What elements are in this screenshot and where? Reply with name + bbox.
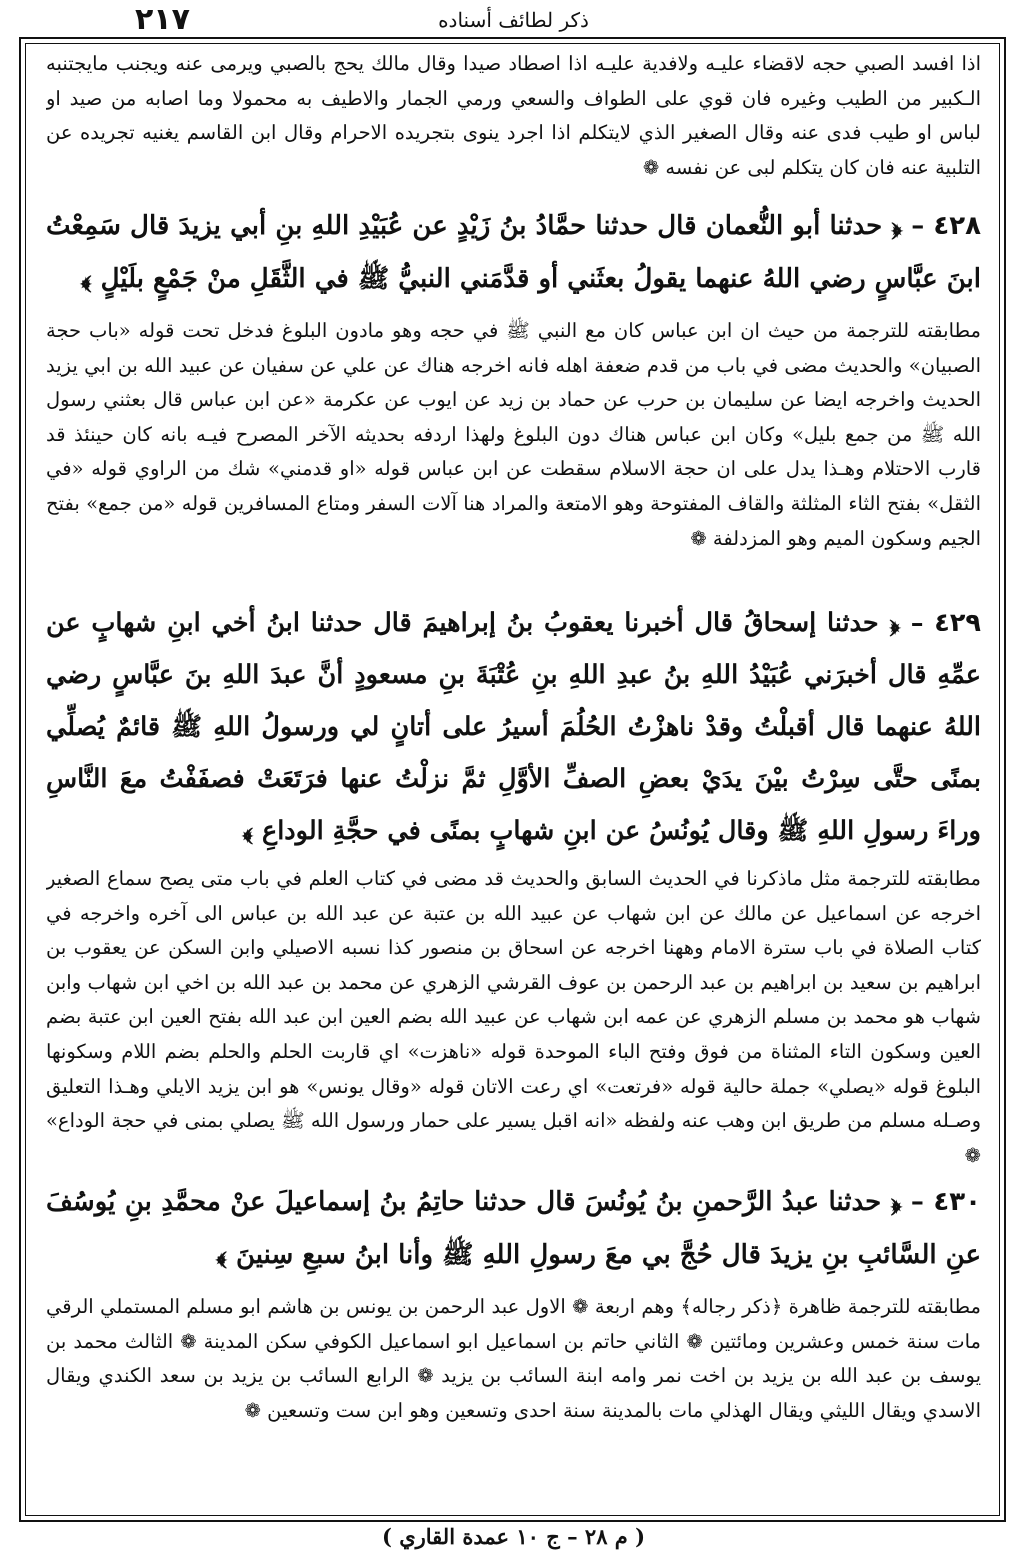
hadith-number: ٤٢٩ [934,608,981,638]
page-footer: ( م ٢٨ – ج ١٠ عمدة القاري ) [381,1524,646,1549]
hadith-text: ﴿ حدثنا أبو النُّعمان قال حدثنا حمَّادُ بنُ زَيْدٍ عن عُبَيْدِ اللهِ بنِ أبي يزيدَ قال سَمِعْتُ ابنَ عبَّاسٍ رضي اللهُ عنهما يقولُ بعثَني أو قدَّمَني النبيُّ ﷺ في الثَّقَلِ منْ جَمْعٍ بلَيْلٍ ﴾ [46,211,981,294]
hadith-number: ٤٣٠ [933,1187,981,1217]
hadith-428 [46,200,981,306]
hadith-dash: – [899,608,924,638]
hadith-dash: – [902,211,925,241]
commentary-block-2: مطابقته للترجمة من حيث ان ابن عباس كان مع النبي ﷺ في حجه وهو مادون البلوغ فدخل تحت قوله «باب حجة الصبيان» والحديث مضى في باب من قدم ضعفة اهله فانه اخرجه هناك عن علي عن سفيان عن عبيد الله بن ابي يزيد الحديث واخرجه ايضا عن سليمان بن حرب عن حماد بن زيد عن ايوب عن عكرمة «عن ابن عباس قال بعثني رسول الله ﷺ من جمع بليل» وكان ابن عباس هناك دون البلوغ ولهذا اردفه بحديثه الآخر المصرح فيـه بانه كان حينئذ قد قارب الاحتلام وهـذا يدل على ان حجة الاسلام سقطت عن ابن عباس قوله «او قدمني» شك من الراوي قوله «في الثقل» بفتح الثاء المثلثة والقاف المفتوحة وهو الامتعة والمراد هنا آلات السفر ومتاع المسافرين قوله «من جمع» بفتح الجيم وسكون الميم وهو المزدلفة ❁ [46,319,981,550]
hadith-text: ﴿ حدثنا عبدُ الرَّحمنِ بنُ يُونُسَ قال حدثنا حاتِمُ بنُ إسماعيلَ عنْ محمَّدِ بنِ يُوسُفَ عنِ السَّائبِ بنِ يزيدَ قال حُجَّ بي معَ رسولِ اللهِ ﷺ وأنا ابنُ سبعِ سِنينَ ﴾ [46,1187,981,1270]
hadith-429 [46,598,981,860]
hadith-dash: – [901,1187,924,1217]
hadith-430 [46,1176,981,1284]
hadith-number: ٤٢٨ [933,211,981,241]
hadith-text: ﴿ حدثنا إسحاقُ قال أخبرنا يعقوبُ بنُ إبراهيمَ قال حدثنا ابنُ أخي ابنِ شهابٍ عن عمِّهِ قال أخبرَني عُبَيْدُ اللهِ بنُ عبدِ اللهِ بنِ عُتْبَةَ بنِ مسعودٍ أنَّ عبدَ اللهِ بنَ عبَّاسٍ رضي اللهُ عنهما قال أقبلْتُ وقدْ ناهزْتُ الحُلُمَ أسيرُ على أتانٍ لي ورسولُ اللهِ ﷺ قائمٌ يُصلِّي بمنًى حتَّى سِرْتُ بيْنَ يدَيْ بعضِ الصفِّ الأوَّلِ ثمَّ نزلْتُ عنها فرَتَعَتْ فصفَفْتُ معَ النَّاسِ وراءَ رسولِ اللهِ ﷺ وقال يُونُسُ عن ابنِ شهابٍ بمنًى في حجَّةِ الوداعِ ﴾ [46,608,981,846]
running-title: ذكر لطائف أسناده [438,8,589,32]
page-number: ٢١٧ [135,2,190,37]
commentary-block-1: اذا افسد الصبي حجه لاقضاء عليـه ولافدية عليـه اذا اصطاد صيدا وقال مالك يحج بالصبي ويرمى عنه ويجنب مايجتنبه الـكبير من الطيب وغيره فان قوي على الطواف والسعي ورمي الجمار والاطيف به محمولا وما اصابه من صيد او لباس او طيب فدى عنه وقال الصغير الذي لايتكلم اذا اجرد ينوى بتجريده الاحرام وقال ابن القاسم يغنيه تجريده عن التلبية عنه فان كان يتكلم لبى عن نفسه ❁ [46,52,981,179]
commentary-block-4: مطابقته للترجمة ظاهرة ﴿ذكر رجاله﴾ وهم اربعة ❁ الاول عبد الرحمن بن يونس بن هاشم ابو مسلم المستملي الرقي مات سنة خمس وعشرين ومائتين ❁ الثاني حاتم بن اسماعيل ابو اسماعيل الكوفي سكن المدينة ❁ الثالث محمد بن يوسف بن عبد الله بن يزيد بن اخت نمر وامه ابنة السائب بن يزيد ❁ الرابع السائب بن يزيد بن سعد الكندي ويقال الاسدي ويقال الليثي ويقال الهذلي مات بالمدينة سنة احدى وتسعين وهو ابن ست وتسعين ❁ [46,1295,981,1422]
commentary-block-3: مطابقته للترجمة مثل ماذكرنا في الحديث السابق والحديث قد مضى في كتاب العلم في باب متى يصح سماع الصغير اخرجه عن اسماعيل عن مالك عن ابن شهاب عن عبيد الله بن عتبة عن عبد الله بن عباس الى آخره واخرجه في كتاب الصلاة في باب سترة الامام وههنا اخرجه عن اسحاق بن منصور كذا نسبه الاصيلي وابن السكن عن يعقوب بن ابراهيم بن سعيد بن ابراهيم بن عبد الرحمن بن عوف القرشي الزهري عن محمد بن عبد الله بن اخي ابن شهاب وابن شهاب هو محمد بن مسلم الزهري عن عمه ابن شهاب عن عبيد الله بضم العين ابن عبد الله بفتح العين ابن عتبة بضم العين وسكون التاء المثناة من فوق وفتح الباء الموحدة قوله «ناهزت» اي قاربت الحلم والحلم بضم اللام وسكونها البلوغ قوله «يصلي» جملة حالية قوله «فرتعت» اي رعت الاتان قوله «وقال يونس» هو ابن يزيد الايلي وهـذا التعليق وصـله مسلم من طريق ابن وهب عنه ولفظه «انه اقبل يسير على حمار ورسول الله ﷺ يصلي بمنى في حجة الوداع» ❁ [46,867,981,1167]
page-header [40,2,987,38]
